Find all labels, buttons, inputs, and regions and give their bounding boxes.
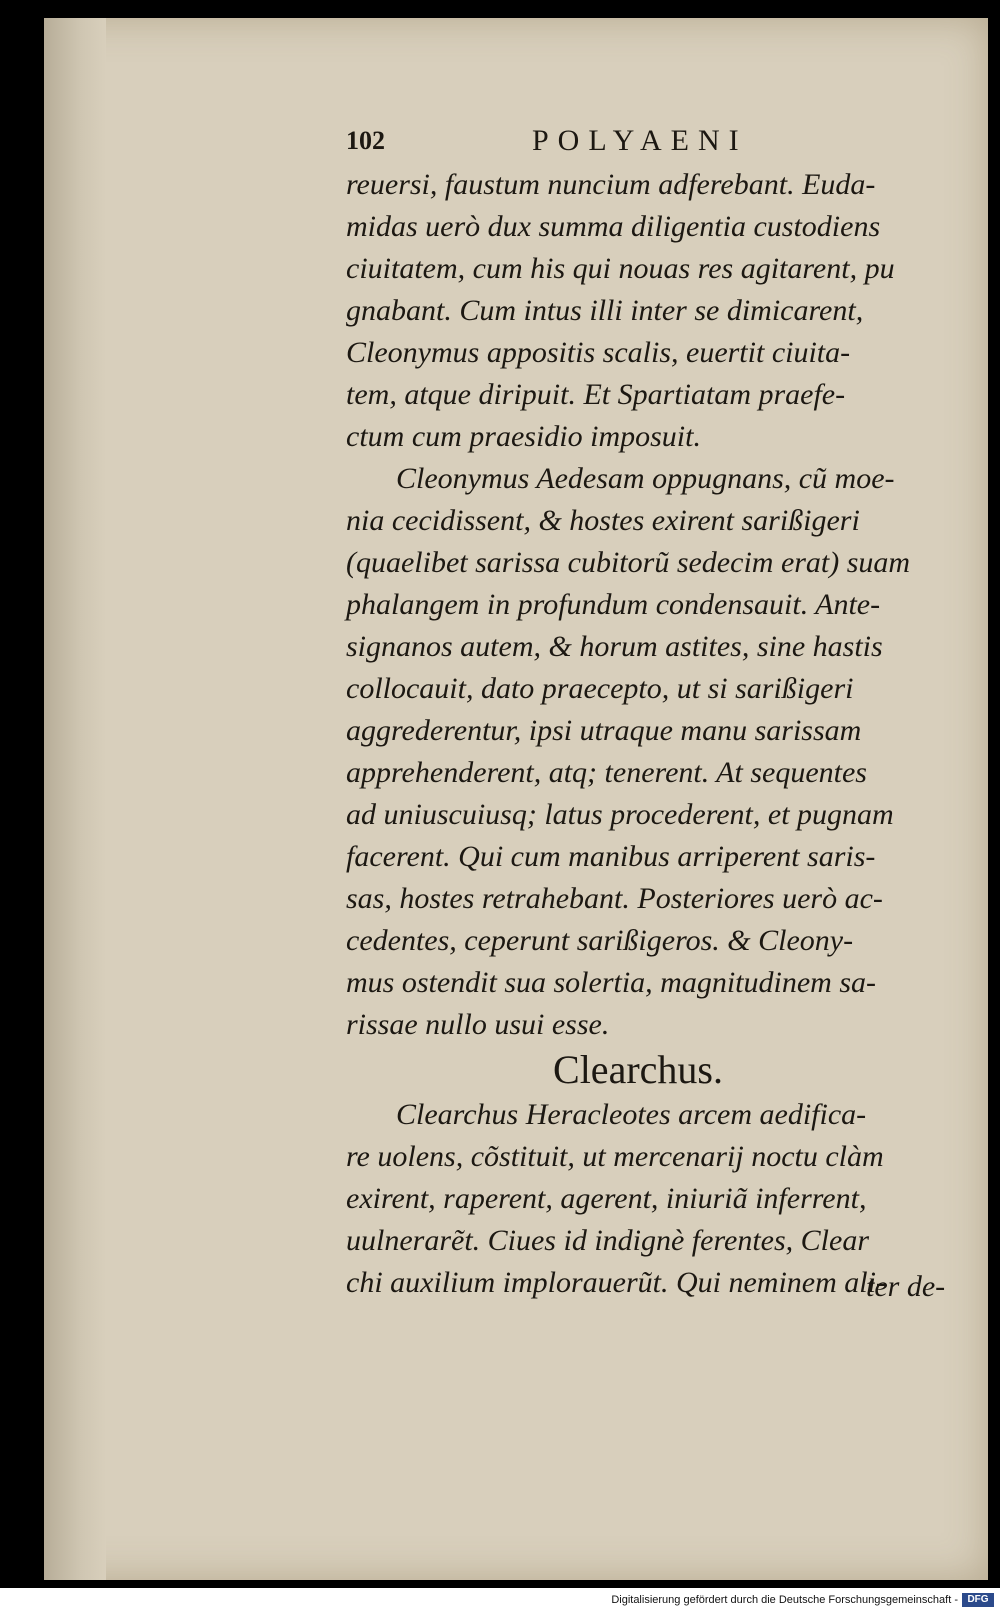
page-header — [346, 126, 966, 166]
text-line: reuersi, faustum nuncium adferebant. Euda- — [346, 168, 876, 201]
body-text — [346, 164, 946, 1304]
page-gutter — [44, 18, 106, 1580]
dfg-logo[interactable]: DFG — [962, 1593, 994, 1607]
text-line: cedentes, ceperunt sarißigeros. & Cleony- — [346, 924, 854, 957]
text-line: exirent, raperent, agerent, iniuriã inferrent, — [346, 1182, 867, 1215]
funding-credit: Digitalisierung gefördert durch die Deutsche Forschungsgemeinschaft - — [611, 1594, 958, 1606]
catchword: ter de- — [866, 1270, 946, 1303]
text-line: facerent. Qui cum manibus arriperent saris- — [346, 840, 876, 873]
text-line: midas uerò dux summa diligentia custodiens — [346, 210, 881, 243]
text-line: collocauit, dato praecepto, ut si sarißigeri — [346, 672, 854, 705]
text-line: apprehenderent, atq; tenerent. At sequentes — [346, 756, 867, 789]
text-line: signanos autem, & horum astites, sine hastis — [346, 630, 883, 663]
text-line: sas, hostes retrahebant. Posteriores uerò ac- — [346, 882, 883, 915]
text-line: Cleonymus Aedesam oppugnans, cũ moe- — [396, 462, 895, 495]
text-line: uulnerarẽt. Ciues id indignè ferentes, Clear — [346, 1224, 869, 1257]
text-line: chi auxilium implorauerũt. Qui neminem ali- — [346, 1266, 886, 1299]
running-title: POLYAENI — [532, 124, 748, 157]
text-line: ctum cum praesidio imposuit. — [346, 420, 701, 453]
text-line: ad uniuscuiusq; latus procederent, et pugnam — [346, 798, 894, 831]
text-line: gnabant. Cum intus illi inter se dimicarent, — [346, 294, 864, 327]
text-line: ciuitatem, cum his qui nouas res agitarent, pu — [346, 252, 895, 285]
text-line: (quaelibet sarissa cubitorũ sedecim erat) suam — [346, 546, 911, 579]
text-line: mus ostendit sua solertia, magnitudinem sa- — [346, 966, 876, 999]
section-heading: Clearchus. — [553, 1047, 723, 1092]
text-line: rissae nullo usui esse. — [346, 1008, 610, 1041]
text-line: Clearchus Heracleotes arcem aedifica- — [396, 1098, 867, 1131]
text-line: tem, atque diripuit. Et Spartiatam praefe- — [346, 378, 846, 411]
footer-bar — [0, 1588, 1000, 1613]
text-line: nia cecidissent, & hostes exirent sarißigeri — [346, 504, 860, 537]
text-line: aggrederentur, ipsi utraque manu sarissam — [346, 714, 862, 747]
text-line: phalangem in profundum condensauit. Ante- — [346, 588, 881, 621]
text-line: Cleonymus appositis scalis, euertit ciuita- — [346, 336, 851, 369]
page-number: 102 — [346, 126, 385, 155]
text-line: re uolens, cõstituit, ut mercenarij noctu clàm — [346, 1140, 884, 1173]
